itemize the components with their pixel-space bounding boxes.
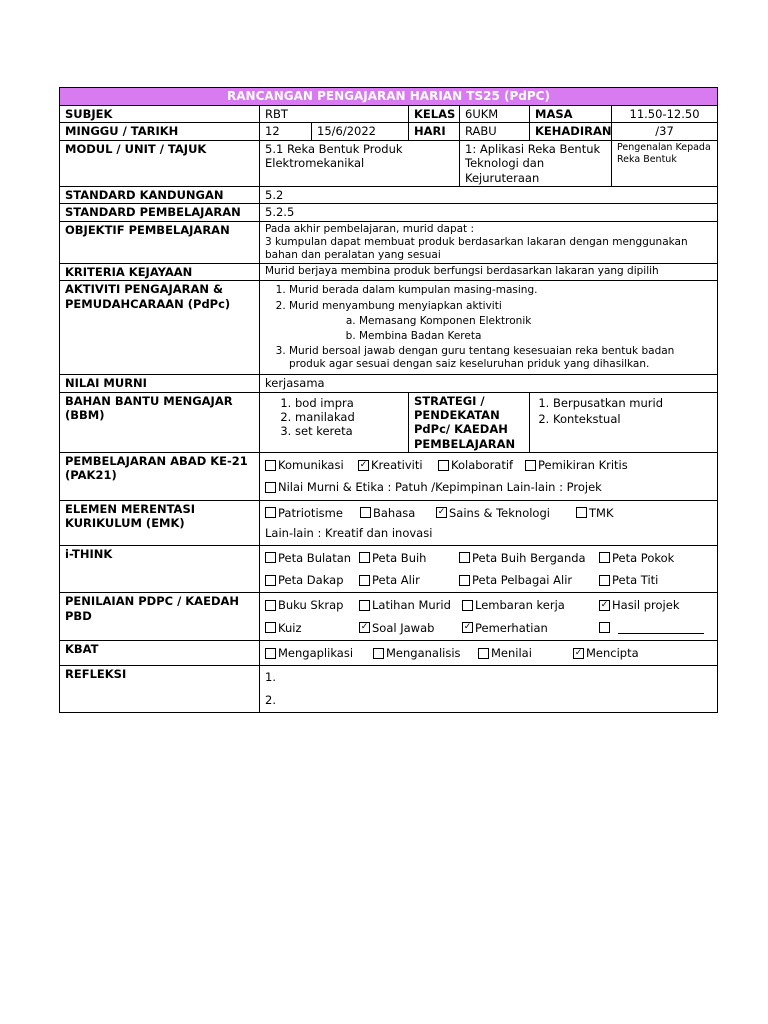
kbat-label: KBAT — [60, 641, 260, 666]
checkbox-icon[interactable] — [265, 622, 276, 633]
row-penilaian — [60, 593, 718, 641]
subjek-label: SUBJEK — [60, 106, 260, 123]
checkbox-icon[interactable] — [462, 600, 473, 611]
checkbox-icon[interactable] — [265, 575, 276, 586]
emk-option[interactable]: ✓ Sains & Teknologi — [437, 505, 550, 520]
row-nilai-murni — [60, 375, 718, 392]
masa-value: 11.50-12.50 — [612, 106, 718, 123]
subjek-value: RBT — [260, 106, 409, 123]
kbat-value — [260, 641, 718, 666]
ithink-option[interactable]: Peta Bulatan — [265, 551, 359, 565]
row-standard-kandungan — [60, 186, 718, 203]
penilaian-option[interactable]: Kuiz — [265, 621, 359, 635]
kbat-option[interactable]: Menilai — [478, 646, 573, 660]
checkbox-icon[interactable] — [478, 648, 489, 659]
row-emk — [60, 500, 718, 545]
tajuk-value: Pengenalan Kepada Reka Bentuk — [612, 140, 718, 186]
checkbox-icon[interactable] — [265, 600, 276, 611]
row-pak21 — [60, 453, 718, 501]
row-minggu — [60, 123, 718, 140]
ithink-option[interactable]: Peta Dakap — [265, 573, 359, 587]
lesson-plan-table — [59, 87, 718, 713]
sp-label: STANDARD PEMBELAJARAN — [60, 204, 260, 221]
bbm-item: 3. set kereta — [295, 424, 403, 438]
objektif-line2: 3 kumpulan dapat membuat produk berdasarkan lakaran dengan menggunakan bahan dan peralatan yang sesuai — [265, 235, 688, 261]
row-aktiviti — [60, 281, 718, 375]
ithink-option[interactable]: Peta Titi — [599, 573, 658, 587]
nilai-label: NILAI MURNI — [60, 375, 260, 392]
strategi-item: 2. Kontekstual — [553, 412, 712, 426]
modul-label: MODUL / UNIT / TAJUK — [60, 140, 260, 186]
aktiviti-item-2: 2. Murid menyambung menyiapkan aktiviti a. Memasang Komponen Elektronik b. Membina Badan Kereta — [289, 300, 712, 343]
ithink-option[interactable]: Peta Pokok — [599, 551, 674, 565]
emk-lain-lain: Lain-lain : Kreatif dan inovasi — [265, 526, 433, 541]
objektif-label: OBJEKTIF PEMBELAJARAN — [60, 221, 260, 263]
penilaian-option[interactable]: Lembaran kerja — [462, 598, 599, 612]
kriteria-label: KRITERIA KEJAYAAN — [60, 264, 260, 281]
hari-label: HARI — [409, 123, 460, 140]
checkbox-icon[interactable] — [359, 552, 370, 563]
ithink-option[interactable]: Peta Alir — [359, 573, 459, 587]
kelas-label: KELAS — [409, 106, 460, 123]
ithink-option[interactable]: Peta Buih Berganda — [459, 551, 599, 565]
aktiviti-sub-a: a. Memasang Komponen Elektronik — [359, 315, 712, 328]
checkbox-icon[interactable] — [599, 552, 610, 563]
row-ithink — [60, 545, 718, 593]
kbat-option[interactable]: ✓ Mencipta — [574, 646, 639, 660]
aktiviti-item-1: 1. Murid berada dalam kumpulan masing-masing. — [289, 284, 712, 297]
aktiviti-sub-b: b. Membina Badan Kereta — [359, 330, 712, 343]
sp-value: 5.2.5 — [260, 204, 718, 221]
checkbox-icon[interactable] — [373, 648, 384, 659]
refleksi-item-2[interactable]: 2. — [265, 692, 276, 707]
row-refleksi — [60, 666, 718, 713]
checkbox-checked-icon[interactable]: ✓ — [437, 507, 446, 518]
penilaian-option[interactable]: ✓ Hasil projek — [600, 598, 680, 613]
strategi-label: STRATEGI / PENDEKATAN PdPc/ KAEDAH PEMBELAJARAN — [409, 392, 530, 453]
penilaian-option[interactable]: Buku Skrap — [265, 598, 359, 612]
checkbox-checked-icon[interactable]: ✓ — [359, 459, 368, 470]
unit-value: 1: Aplikasi Reka Bentuk Teknologi dan Kejuruteraan — [460, 140, 612, 186]
checkbox-icon[interactable] — [459, 575, 470, 586]
pak21-option[interactable]: Pemikiran Kritis — [525, 458, 628, 472]
ithink-option[interactable]: Peta Pelbagai Alir — [459, 573, 599, 587]
aktiviti-value — [260, 281, 718, 375]
pak21-label: PEMBELAJARAN ABAD KE-21 (PAK21) — [60, 453, 260, 501]
checkbox-checked-icon[interactable]: ✓ — [574, 647, 583, 658]
row-standard-pembelajaran — [60, 204, 718, 221]
row-kriteria — [60, 264, 718, 281]
penilaian-label: PENILAIAN PDPC / KAEDAH PBD — [60, 593, 260, 641]
emk-value — [260, 500, 718, 545]
penilaian-option[interactable]: ✓ Pemerhatian — [463, 620, 548, 635]
checkbox-icon[interactable] — [265, 482, 276, 493]
sk-value: 5.2 — [260, 186, 718, 203]
bbm-item: 2. manilakad — [295, 410, 403, 424]
pak21-option[interactable]: Kolaboratif — [438, 458, 525, 472]
penilaian-other-option[interactable] — [599, 621, 704, 635]
other-blank-line[interactable] — [618, 622, 704, 634]
penilaian-option[interactable]: Latihan Murid — [359, 598, 462, 612]
penilaian-option[interactable]: ✓ Soal Jawab — [360, 620, 435, 635]
row-bbm — [60, 392, 718, 453]
strategi-value — [530, 392, 718, 453]
checkbox-icon[interactable] — [599, 575, 610, 586]
ithink-value — [260, 545, 718, 593]
row-kbat — [60, 641, 718, 666]
kriteria-value: Murid berjaya membina produk berfungsi berdasarkan lakaran yang dipilih — [260, 264, 718, 281]
checkbox-icon[interactable] — [265, 507, 276, 518]
checkbox-icon[interactable] — [459, 552, 470, 563]
kehadiran-label: KEHADIRAN — [530, 123, 612, 140]
checkbox-icon[interactable] — [599, 622, 610, 633]
checkbox-icon[interactable] — [576, 507, 587, 518]
objektif-line1: Pada akhir pembelajaran, murid dapat : — [265, 222, 475, 235]
ithink-option[interactable]: Peta Buih — [359, 551, 459, 565]
kbat-option[interactable]: Menganalisis — [373, 646, 478, 660]
minggu-label: MINGGU / TARIKH — [60, 123, 260, 140]
refleksi-value[interactable] — [260, 666, 718, 713]
kehadiran-value: /37 — [612, 123, 718, 140]
hari-value: RABU — [460, 123, 530, 140]
nilai-value: kerjasama — [260, 375, 718, 392]
bbm-item: 1. bod impra — [295, 396, 403, 410]
row-modul — [60, 140, 718, 186]
pak21-option[interactable]: ✓ Kreativiti — [359, 458, 423, 472]
checkbox-icon[interactable] — [525, 460, 536, 471]
checkbox-checked-icon[interactable]: ✓ — [463, 622, 472, 633]
kbat-option[interactable]: Mengaplikasi — [265, 646, 373, 660]
checkbox-icon[interactable] — [265, 648, 276, 659]
refleksi-item-1[interactable]: 1. — [265, 670, 276, 685]
kelas-value: 6UKM — [460, 106, 530, 123]
emk-option[interactable]: Patriotisme — [265, 506, 360, 520]
checkbox-icon[interactable] — [359, 575, 370, 586]
masa-label: MASA — [530, 106, 612, 123]
plan-title: RANCANGAN PENGAJARAN HARIAN TS25 (PdPC) — [60, 88, 718, 106]
pak21-option[interactable]: Komunikasi — [265, 458, 358, 472]
checkbox-checked-icon[interactable]: ✓ — [360, 622, 369, 633]
strategi-item: 1. Berpusatkan murid — [553, 396, 712, 410]
bbm-value — [260, 392, 409, 453]
tarikh-value: 15/6/2022 — [312, 123, 409, 140]
checkbox-checked-icon[interactable]: ✓ — [600, 599, 609, 610]
aktiviti-item-3: 3. Murid bersoal jawab dengan guru tentang kesesuaian reka bentuk badan produk agar sesuai dengan saiz keseluruhan priduk yang dihasilkan. — [289, 345, 712, 371]
emk-option[interactable]: TMK — [576, 506, 614, 520]
checkbox-icon[interactable] — [265, 460, 276, 471]
pak21-value — [260, 453, 718, 501]
ithink-label: i-THINK — [60, 545, 260, 593]
penilaian-value — [260, 593, 718, 641]
objektif-value — [260, 221, 718, 263]
refleksi-label: REFLEKSI — [60, 666, 260, 713]
checkbox-icon[interactable] — [438, 460, 449, 471]
minggu-value: 12 — [260, 123, 312, 140]
pak21-nilai-option[interactable]: Nilai Murni & Etika : Patuh /Kepimpinan Lain-lain : Projek — [265, 480, 602, 494]
emk-label: ELEMEN MERENTASI KURIKULUM (EMK) — [60, 500, 260, 545]
sk-label: STANDARD KANDUNGAN — [60, 186, 260, 203]
checkbox-icon[interactable] — [265, 552, 276, 563]
checkbox-icon[interactable] — [359, 600, 370, 611]
bbm-label: BAHAN BANTU MENGAJAR (BBM) — [60, 392, 260, 453]
modul-value: 5.1 Reka Bentuk Produk Elektromekanikal — [260, 140, 460, 186]
checkbox-icon[interactable] — [360, 507, 371, 518]
row-objektif — [60, 221, 718, 263]
aktiviti-label: AKTIVITI PENGAJARAN & PEMUDAHCARAAN (PdPc) — [60, 281, 260, 375]
row-subjek — [60, 106, 718, 123]
emk-option[interactable]: Bahasa — [360, 506, 436, 520]
